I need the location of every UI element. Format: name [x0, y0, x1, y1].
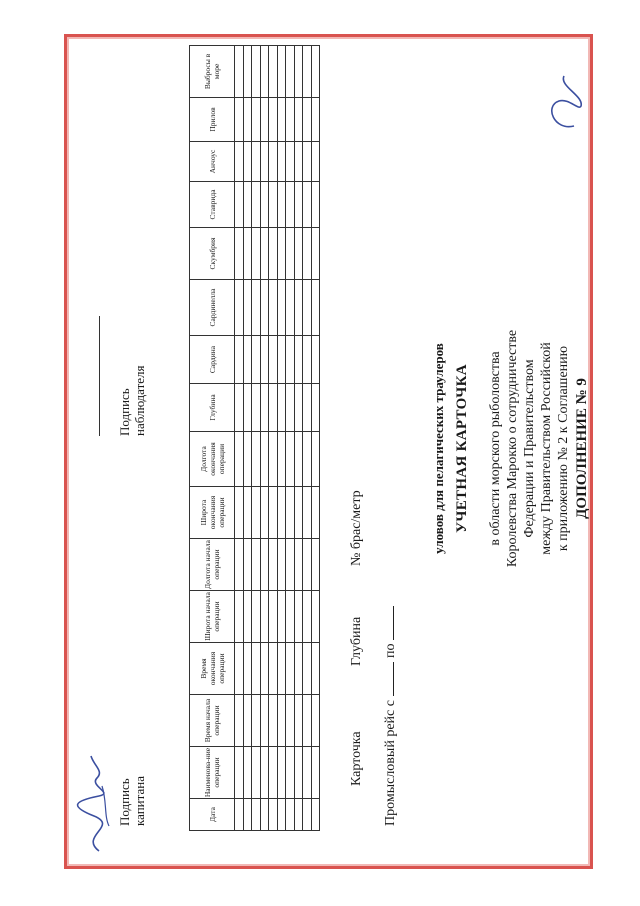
table-cell[interactable]: [252, 695, 261, 747]
table-cell[interactable]: [269, 432, 278, 487]
table-cell[interactable]: [311, 384, 320, 432]
table-cell[interactable]: [294, 799, 303, 831]
table-cell[interactable]: [286, 643, 295, 695]
col-depth: Глубина: [190, 384, 235, 432]
card-subtitle: уловов для пелагических траулеров: [431, 343, 446, 554]
table-cell[interactable]: [243, 280, 252, 336]
table-cell[interactable]: [277, 142, 286, 182]
table-cell[interactable]: [260, 228, 269, 280]
table-cell[interactable]: [303, 747, 312, 799]
table-cell[interactable]: [286, 336, 295, 384]
table-row: [311, 46, 320, 831]
table-cell[interactable]: [294, 182, 303, 228]
table-cell[interactable]: [260, 432, 269, 487]
col-end-time: Время окончания операции: [190, 643, 235, 695]
trip-from-blank[interactable]: [381, 662, 394, 696]
table-cell[interactable]: [269, 487, 278, 539]
table-cell[interactable]: [294, 280, 303, 336]
table-cell[interactable]: [311, 695, 320, 747]
table-cell[interactable]: [235, 384, 244, 432]
table-cell[interactable]: [235, 98, 244, 142]
table-cell[interactable]: [269, 336, 278, 384]
col-sardine: Сардина: [190, 336, 235, 384]
table-cell[interactable]: [286, 142, 295, 182]
table-cell[interactable]: [311, 280, 320, 336]
depth-field: Глубина: [349, 616, 364, 666]
appendix-line-1: к приложению № 2 к Соглашению: [556, 345, 571, 552]
table-cell[interactable]: [235, 487, 244, 539]
table-cell[interactable]: [294, 336, 303, 384]
captain-signature-ink: [69, 746, 129, 856]
table-cell[interactable]: [303, 487, 312, 539]
table-cell[interactable]: [277, 539, 286, 591]
table-cell[interactable]: [294, 98, 303, 142]
table-cell[interactable]: [294, 142, 303, 182]
table-cell[interactable]: [286, 46, 295, 98]
trip-to-blank[interactable]: [381, 606, 394, 640]
table-cell[interactable]: [252, 228, 261, 280]
table-cell[interactable]: [303, 384, 312, 432]
table-row: [260, 46, 269, 831]
table-cell[interactable]: [235, 539, 244, 591]
table-cell[interactable]: [277, 384, 286, 432]
table-cell[interactable]: [243, 142, 252, 182]
table-cell[interactable]: [303, 643, 312, 695]
table-cell[interactable]: [303, 228, 312, 280]
table-cell[interactable]: [235, 695, 244, 747]
table-cell[interactable]: [311, 228, 320, 280]
table-cell[interactable]: [294, 747, 303, 799]
table-cell[interactable]: [311, 799, 320, 831]
table-cell[interactable]: [294, 46, 303, 98]
table-cell[interactable]: [294, 539, 303, 591]
col-operation-name: Наименова-ние операции: [190, 747, 235, 799]
table-row: [243, 46, 252, 831]
table-cell[interactable]: [303, 98, 312, 142]
table-cell[interactable]: [260, 695, 269, 747]
table-cell[interactable]: [252, 280, 261, 336]
table-cell[interactable]: [286, 228, 295, 280]
table-cell[interactable]: [303, 336, 312, 384]
table-cell[interactable]: [311, 142, 320, 182]
trip-to: по: [383, 643, 398, 659]
col-end-lat: Широта окончания операции: [190, 487, 235, 539]
table-cell[interactable]: [252, 432, 261, 487]
table-cell[interactable]: [260, 98, 269, 142]
observer-signature-label: [117, 365, 147, 436]
table-cell[interactable]: [235, 799, 244, 831]
table-cell[interactable]: [311, 46, 320, 98]
table-cell[interactable]: [269, 228, 278, 280]
table-cell[interactable]: [235, 643, 244, 695]
table-cell[interactable]: [294, 695, 303, 747]
col-horse-mackerel: Ставрида: [190, 182, 235, 228]
table-cell[interactable]: [260, 747, 269, 799]
table-cell[interactable]: [260, 46, 269, 98]
table-cell[interactable]: [243, 747, 252, 799]
table-cell[interactable]: [269, 384, 278, 432]
table-cell[interactable]: [286, 695, 295, 747]
table-cell[interactable]: [277, 591, 286, 643]
table-header-row: [190, 46, 235, 831]
table-cell[interactable]: [277, 182, 286, 228]
table-cell[interactable]: [252, 142, 261, 182]
table-cell[interactable]: [303, 539, 312, 591]
col-end-lon: Долгота окончания операции: [190, 432, 235, 487]
table-cell[interactable]: [243, 384, 252, 432]
table-cell[interactable]: [260, 336, 269, 384]
col-bycatch: Прилов: [190, 98, 235, 142]
captain-signature-line1: Подпись: [117, 778, 132, 826]
table-row: [303, 46, 312, 831]
table-cell[interactable]: [243, 643, 252, 695]
table-cell[interactable]: [286, 487, 295, 539]
table-cell[interactable]: [277, 695, 286, 747]
col-mackerel: Скумбрия: [190, 228, 235, 280]
table-cell[interactable]: [235, 228, 244, 280]
table-cell[interactable]: [235, 336, 244, 384]
table-cell[interactable]: [277, 487, 286, 539]
table-cell[interactable]: [260, 799, 269, 831]
col-sardinella: Сардинелла: [190, 280, 235, 336]
rotated-form: [69, 31, 598, 866]
table-cell[interactable]: [243, 539, 252, 591]
table-cell[interactable]: [252, 336, 261, 384]
col-start-lon: Долгота начала операции: [190, 539, 235, 591]
table-cell[interactable]: [303, 280, 312, 336]
table-cell[interactable]: [252, 46, 261, 98]
table-cell[interactable]: [311, 539, 320, 591]
table-cell[interactable]: [260, 182, 269, 228]
table-cell[interactable]: [286, 432, 295, 487]
table-cell[interactable]: [311, 182, 320, 228]
table-cell[interactable]: [277, 747, 286, 799]
table-row: [286, 46, 295, 831]
table-row: [277, 46, 286, 831]
table-cell[interactable]: [269, 591, 278, 643]
table-cell[interactable]: [311, 98, 320, 142]
table-cell[interactable]: [269, 142, 278, 182]
table-cell[interactable]: [303, 799, 312, 831]
table-cell[interactable]: [286, 98, 295, 142]
table-cell[interactable]: [260, 539, 269, 591]
table-cell[interactable]: [286, 384, 295, 432]
table-cell[interactable]: [260, 384, 269, 432]
table-cell[interactable]: [286, 539, 295, 591]
table-cell[interactable]: [269, 280, 278, 336]
table-cell[interactable]: [311, 591, 320, 643]
table-cell[interactable]: [277, 336, 286, 384]
table-row: [269, 46, 278, 831]
table-cell[interactable]: [303, 182, 312, 228]
trip-field: [381, 602, 399, 826]
table-cell[interactable]: [243, 432, 252, 487]
table-cell[interactable]: [252, 384, 261, 432]
table-cell[interactable]: [252, 591, 261, 643]
table-cell[interactable]: [303, 142, 312, 182]
table-cell[interactable]: [286, 280, 295, 336]
table-cell[interactable]: [277, 46, 286, 98]
table-cell[interactable]: [311, 432, 320, 487]
table-row: [294, 46, 303, 831]
table-cell[interactable]: [235, 432, 244, 487]
table-cell[interactable]: [277, 432, 286, 487]
table-cell[interactable]: [277, 228, 286, 280]
table-cell[interactable]: [252, 487, 261, 539]
observer-signature-line[interactable]: [99, 316, 100, 436]
table-cell[interactable]: [243, 98, 252, 142]
table-cell[interactable]: [252, 643, 261, 695]
table-cell[interactable]: [311, 747, 320, 799]
card-field: Карточка: [349, 731, 364, 786]
appendix-title: ДОПОЛНЕНИЕ № 9: [574, 378, 590, 519]
table-cell[interactable]: [294, 643, 303, 695]
appendix-line-2: между Правительством Российской: [539, 342, 554, 555]
observer-signature-line1: Подпись: [117, 388, 132, 436]
table-cell[interactable]: [277, 98, 286, 142]
appendix-line-5: в области морского рыболовства: [488, 351, 503, 546]
table-cell[interactable]: [286, 747, 295, 799]
table-cell[interactable]: [269, 643, 278, 695]
table-cell[interactable]: [269, 46, 278, 98]
table-cell[interactable]: [277, 643, 286, 695]
table-row: [252, 46, 261, 831]
table-row: [235, 46, 244, 831]
table-cell[interactable]: [269, 182, 278, 228]
table-cell[interactable]: [235, 591, 244, 643]
observer-signature-line2: наблюдателя: [132, 365, 147, 436]
table-cell[interactable]: [269, 695, 278, 747]
table-cell[interactable]: [311, 643, 320, 695]
table-cell[interactable]: [303, 46, 312, 98]
table-cell[interactable]: [243, 799, 252, 831]
table-cell[interactable]: [269, 747, 278, 799]
table-cell[interactable]: [243, 487, 252, 539]
table-cell[interactable]: [235, 182, 244, 228]
table-cell[interactable]: [269, 799, 278, 831]
table-cell[interactable]: [286, 182, 295, 228]
table-cell[interactable]: [260, 280, 269, 336]
table-cell[interactable]: [243, 336, 252, 384]
table-cell[interactable]: [252, 539, 261, 591]
table-cell[interactable]: [311, 336, 320, 384]
col-start-time: Время начала операции: [190, 695, 235, 747]
table-cell[interactable]: [260, 643, 269, 695]
appendix-line-4: Королевства Марокко о сотрудничестве: [505, 329, 520, 568]
table-cell[interactable]: [294, 487, 303, 539]
table-cell[interactable]: [235, 142, 244, 182]
table-cell[interactable]: [243, 46, 252, 98]
table-cell[interactable]: [286, 799, 295, 831]
table-cell[interactable]: [252, 799, 261, 831]
table-cell[interactable]: [252, 747, 261, 799]
table-cell[interactable]: [243, 591, 252, 643]
table-cell[interactable]: [252, 182, 261, 228]
table-cell[interactable]: [294, 228, 303, 280]
captain-signature-line2: капитана: [132, 776, 147, 826]
table-cell[interactable]: [260, 142, 269, 182]
trip-prefix: Промысловый рейс с: [383, 700, 398, 826]
table-cell[interactable]: [252, 98, 261, 142]
corner-initials-ink: [539, 66, 589, 136]
table-cell[interactable]: [260, 591, 269, 643]
col-date: Дата: [190, 799, 235, 831]
table-cell[interactable]: [235, 46, 244, 98]
table-cell[interactable]: [243, 228, 252, 280]
table-cell[interactable]: [269, 539, 278, 591]
table-cell[interactable]: [269, 98, 278, 142]
table-cell[interactable]: [303, 432, 312, 487]
table-cell[interactable]: [243, 182, 252, 228]
appendix-line-3: Федерации и Правительством: [522, 359, 537, 538]
col-anchovy: Анчоус: [190, 142, 235, 182]
table-cell[interactable]: [311, 487, 320, 539]
trawl-field: № брас/метр: [349, 490, 364, 566]
col-discards: Выбросы в море: [190, 46, 235, 98]
table-cell[interactable]: [294, 384, 303, 432]
table-cell[interactable]: [260, 487, 269, 539]
table-body: [235, 46, 320, 831]
table-cell[interactable]: [286, 591, 295, 643]
table-cell[interactable]: [294, 591, 303, 643]
table-cell[interactable]: [303, 695, 312, 747]
table-cell[interactable]: [235, 747, 244, 799]
table-cell[interactable]: [303, 591, 312, 643]
card-title: УЧЕТНАЯ КАРТОЧКА: [454, 364, 470, 533]
catch-table: [189, 45, 320, 831]
table-cell[interactable]: [243, 695, 252, 747]
col-start-lat: Широта начала операции: [190, 591, 235, 643]
table-cell[interactable]: [277, 280, 286, 336]
table-cell[interactable]: [277, 799, 286, 831]
table-cell[interactable]: [294, 432, 303, 487]
table-cell[interactable]: [235, 280, 244, 336]
